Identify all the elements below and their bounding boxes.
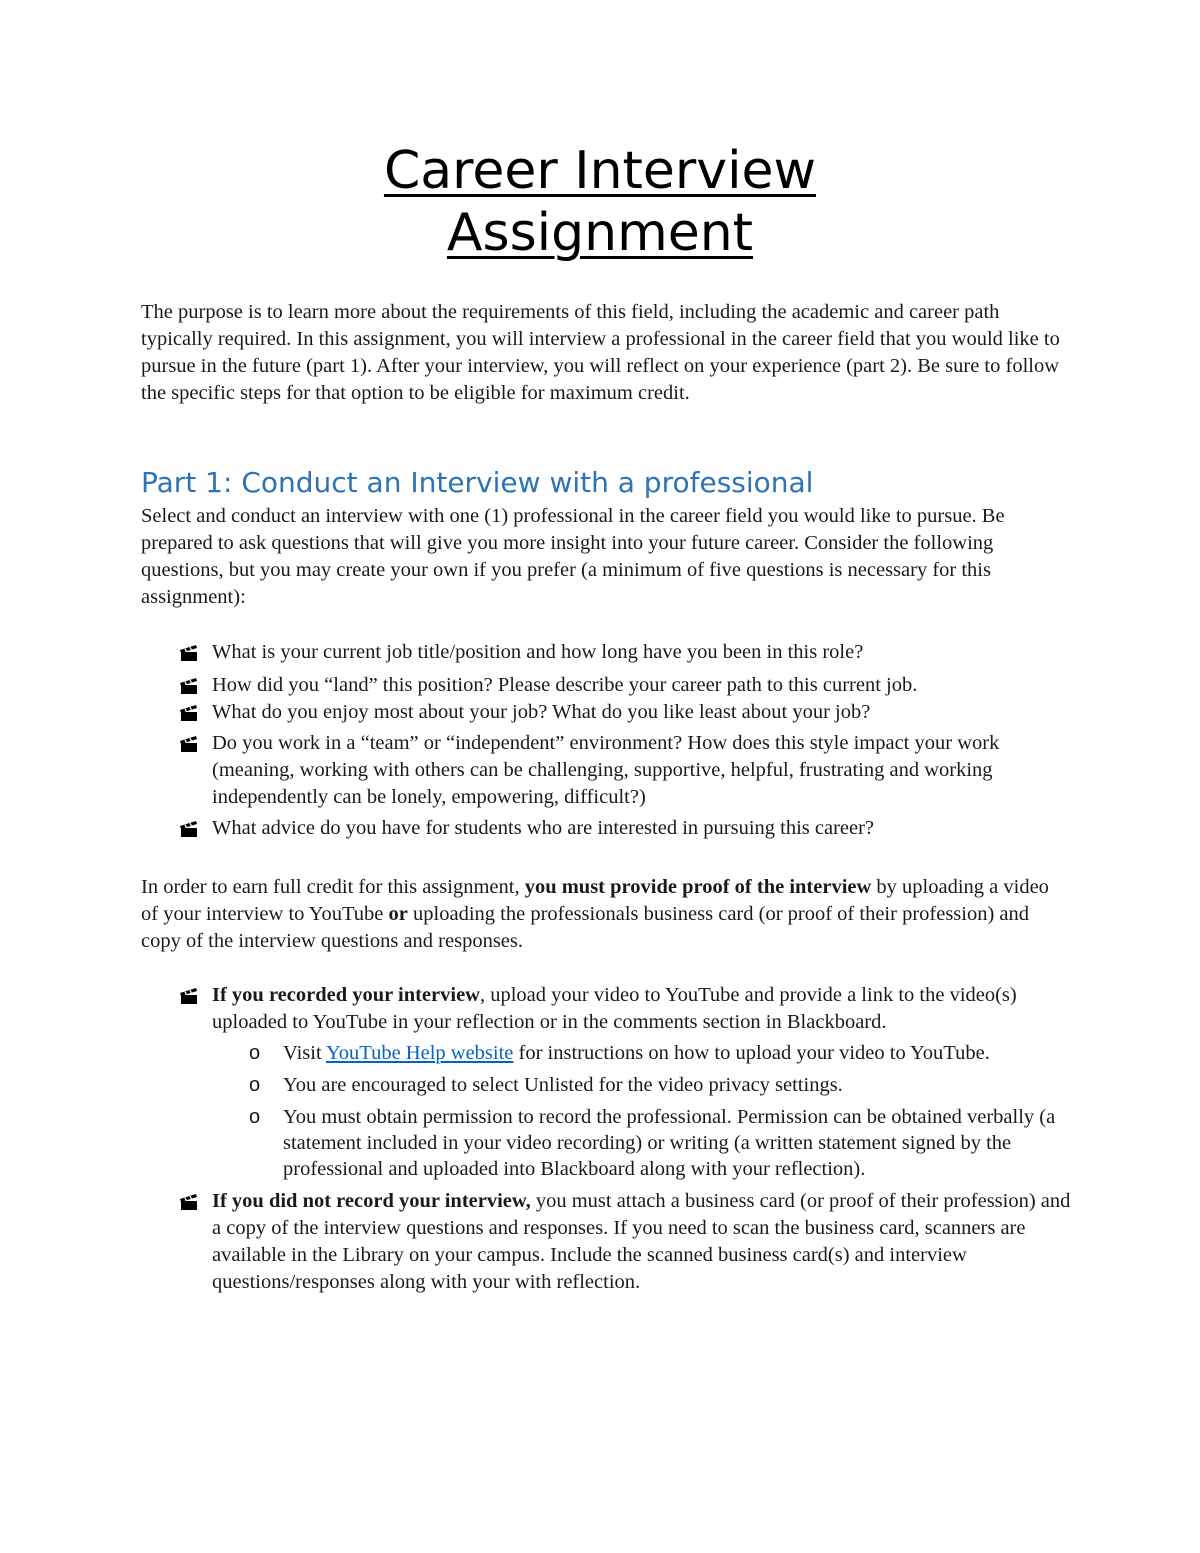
option-recorded-text: , upload your video to YouTube and provide a link to the video(s) uploaded to YouTube in your reflection or in the comments section in Blackboard. — [212, 984, 1017, 1033]
question-text: How did you “land” this position? Please describe your career path to this current job. — [212, 674, 918, 696]
page-title — [0, 140, 1200, 264]
credit-text-middle: by uploading a video of your interview to YouTube — [141, 876, 1049, 925]
question-text: What do you enjoy most about your job? What do you like least about your job? — [212, 701, 871, 723]
sub-bullet-marker: o — [249, 1074, 261, 1096]
sub-bullet-marker: o — [249, 1042, 261, 1064]
question-text: Do you work in a “team” or “independent” environment? How does this style impact your work (meaning, working with others can be challenging, supportive, helpful, frustrating and working independently can be lonely, empowering, difficult?) — [212, 732, 1000, 808]
option-not-recorded-bold: If you did not record your interview, — [212, 1190, 531, 1212]
sub-list-item — [141, 1040, 1071, 1066]
submission-options-list — [141, 982, 1071, 1296]
credit-bold-or: or — [388, 903, 408, 925]
youtube-help-link[interactable]: YouTube Help website — [326, 1042, 514, 1064]
question-text: What advice do you have for students who are interested in pursuing this career? — [212, 817, 875, 839]
sub-bullet-marker: o — [249, 1106, 261, 1128]
clapperboard-icon — [179, 704, 199, 722]
credit-text-after: uploading the professionals business card (or proof of their profession) and copy of the interview questions and responses. — [141, 903, 1030, 952]
question-text: What is your current job title/position and how long have you been in this role? — [212, 641, 864, 663]
list-item — [141, 982, 1071, 1036]
part1-heading: Part 1: Conduct an Interview with a professional — [141, 466, 814, 499]
clapperboard-icon — [179, 1193, 199, 1211]
title-line-1: Career Interview — [383, 141, 817, 201]
list-item — [141, 672, 1071, 699]
sub-item-text: You are encouraged to select Unlisted for the video privacy settings. — [283, 1074, 843, 1096]
list-item — [141, 730, 1071, 811]
clapperboard-icon — [179, 987, 199, 1005]
clapperboard-icon — [179, 644, 199, 662]
list-item — [141, 815, 1071, 842]
option-recorded-bold: If you recorded your interview — [212, 984, 480, 1006]
list-item — [141, 639, 1071, 666]
clapperboard-icon — [179, 820, 199, 838]
sub-list-item — [141, 1072, 1071, 1098]
option-not-recorded-text: you must attach a business card (or proof of their profession) and a copy of the interview questions and responses. If you need to scan the business card, scanners are available in the Library on your campus. Include the scanned business card(s) and interview questions/responses along with your with reflection. — [212, 1190, 1071, 1293]
list-item — [141, 699, 1071, 726]
title-line-2: Assignment — [446, 203, 754, 263]
sub-list-item — [141, 1104, 1071, 1182]
credit-paragraph — [141, 874, 1061, 955]
intro-paragraph: The purpose is to learn more about the requirements of this field, including the academic and career path typically required. In this assignment, you will interview a professional in the career field that you would like to pursue in the future (part 1). After your interview, you will reflect on your experience (part 2). Be sure to follow the specific steps for that option to be eligible for maximum credit. — [141, 301, 1060, 404]
part1-intro-paragraph: Select and conduct an interview with one (1) professional in the career field you would like to pursue. Be prepared to ask questions that will give you more insight into your future career. Consider the following questions, but you may create your own if you prefer (a minimum of five questions is necessary for this assignment): — [141, 505, 1005, 608]
sub-item-text-after: for instructions on how to upload your video to YouTube. — [513, 1042, 990, 1064]
credit-text-before: In order to earn full credit for this assignment, — [141, 876, 525, 898]
credit-bold-proof: you must provide proof of the interview — [524, 876, 872, 898]
sub-item-text: You must obtain permission to record the professional. Permission can be obtained verbally (a statement included in your video recording) or writing (a written statement signed by the professional and uploaded into Blackboard along with your reflection). — [283, 1106, 1056, 1180]
question-list — [141, 639, 1071, 842]
sub-item-text-before: Visit — [283, 1042, 327, 1064]
list-item — [141, 1188, 1071, 1296]
clapperboard-icon — [179, 677, 199, 695]
clapperboard-icon — [179, 735, 199, 753]
